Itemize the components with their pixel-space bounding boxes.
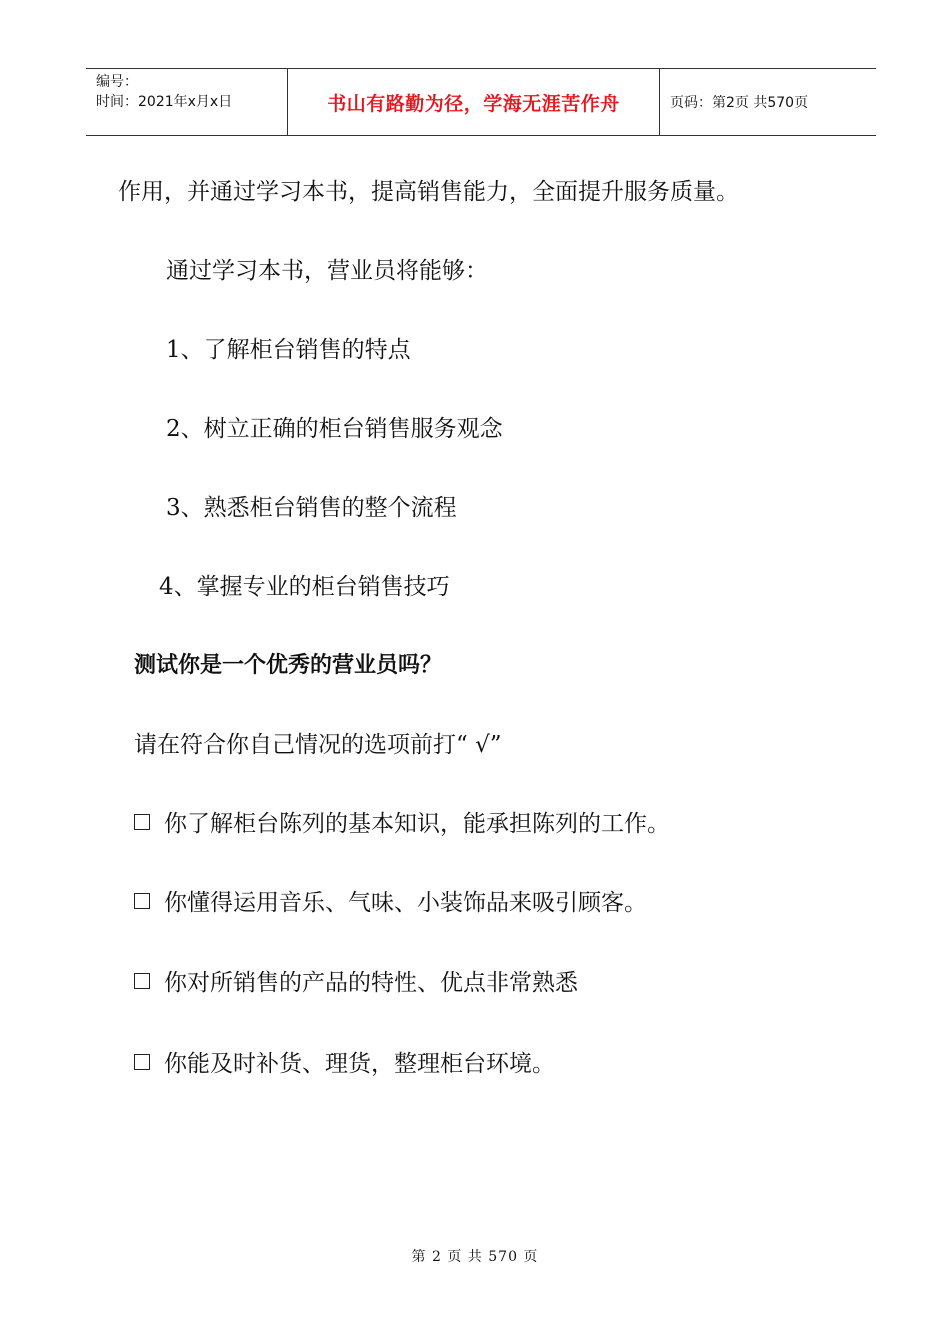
intro-paragraph: 作用，并通过学习本书，提高销售能力，全面提升服务质量。 xyxy=(118,179,739,205)
header-motto: 书山有路勤为径，学海无涯苦作舟 xyxy=(288,69,660,135)
goals-heading: 通过学习本书，营业员将能够： xyxy=(166,258,488,284)
header-page-number: 页码：第2页 共570页 xyxy=(670,95,809,111)
goal-item: 2、树立正确的柜台销售服务观念 xyxy=(166,416,503,442)
document-date: 时间：2021年x月x日 xyxy=(96,94,233,110)
checkbox[interactable] xyxy=(134,893,150,909)
quiz-item-text: 你能及时补货、理货，整理柜台环境。 xyxy=(164,1051,555,1077)
quiz-item[interactable] xyxy=(134,968,578,998)
checkbox[interactable] xyxy=(134,1054,150,1070)
goal-item: 1、了解柜台销售的特点 xyxy=(166,337,411,363)
goal-item: 3、熟悉柜台销售的整个流程 xyxy=(166,495,457,521)
quiz-item-text: 你懂得运用音乐、气味、小装饰品来吸引顾客。 xyxy=(164,890,647,916)
goal-item: 4、掌握专业的柜台销售技巧 xyxy=(159,574,450,600)
checkbox[interactable] xyxy=(134,814,150,830)
quiz-item[interactable] xyxy=(134,888,647,918)
quiz-title: 测试你是一个优秀的营业员吗？ xyxy=(134,653,443,678)
header-meta xyxy=(86,69,288,135)
quiz-item[interactable] xyxy=(134,809,670,839)
quiz-instruction: 请在符合你自己情况的选项前打“ √” xyxy=(134,732,502,758)
quiz-item-text: 你了解柜台陈列的基本知识，能承担陈列的工作。 xyxy=(164,811,670,837)
page-footer: 第 2 页 共 570 页 xyxy=(411,1249,539,1265)
quiz-item[interactable] xyxy=(134,1049,555,1079)
page-header xyxy=(86,68,876,136)
document-number: 编号： xyxy=(96,74,138,90)
quiz-item-text: 你对所销售的产品的特性、优点非常熟悉 xyxy=(164,970,578,996)
checkbox[interactable] xyxy=(134,973,150,989)
